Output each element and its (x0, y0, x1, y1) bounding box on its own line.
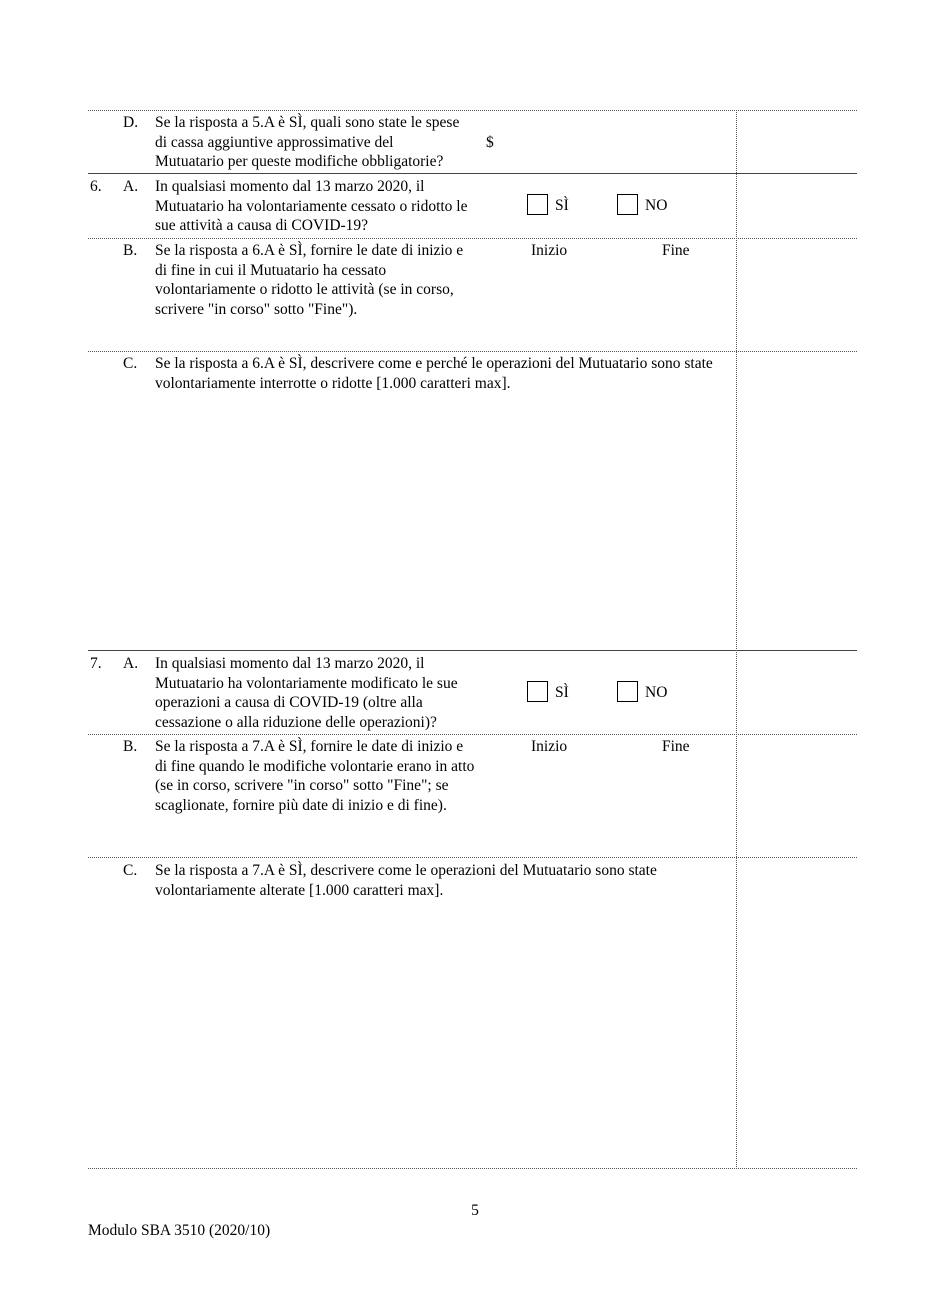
q6a-yes-checkbox[interactable] (527, 194, 548, 215)
q6a-no-checkbox[interactable] (617, 194, 638, 215)
question-7b-text: Se la risposta a 7.A è SÌ, fornire le date di inizio e di fine quando le modifiche volontarie erano in atto (se in corso, scrivere "in corso" sotto "Fine"; se scaglionate, fornire più date di inizio e di fine). (155, 738, 475, 814)
end-date-label: Fine (662, 242, 690, 259)
q6a-yes-label: SÌ (555, 197, 569, 214)
currency-symbol: $ (486, 134, 494, 151)
item-letter: C. (123, 355, 138, 372)
q7c-description-field[interactable] (155, 907, 725, 1157)
page-number: 5 (471, 1202, 479, 1219)
item-letter: C. (123, 862, 138, 879)
start-date-label: Inizio (531, 242, 568, 259)
item-letter: A. (123, 178, 139, 195)
q7a-no-checkbox[interactable] (617, 681, 638, 702)
item-letter: B. (123, 242, 138, 259)
row-divider (88, 238, 857, 239)
q6b-start-date-field[interactable] (505, 264, 605, 286)
q7b-end-date-field[interactable] (625, 760, 730, 782)
section-divider (88, 173, 857, 174)
question-number: 7. (90, 655, 102, 672)
item-letter: B. (123, 738, 138, 755)
q6c-description-field[interactable] (155, 400, 725, 640)
q6a-no-label: NO (645, 197, 668, 214)
q7b-start-date-field[interactable] (505, 760, 605, 782)
row-divider (88, 857, 857, 858)
q7a-yes-checkbox[interactable] (527, 681, 548, 702)
question-5d-text: Se la risposta a 5.A è SÌ, quali sono state le spese di cassa aggiuntive approssimative del Mutuatario per queste modifiche obbligatorie? (155, 114, 460, 170)
expense-amount-field[interactable] (500, 130, 725, 152)
end-date-label: Fine (662, 738, 690, 755)
question-6a-text: In qualsiasi momento dal 13 marzo 2020, il Mutuatario ha volontariamente cessato o ridotto le sue attività a causa di COVID-19? (155, 178, 468, 234)
q6b-end-date-field[interactable] (625, 264, 730, 286)
right-column-divider (736, 110, 737, 1169)
row-divider (88, 1168, 857, 1169)
item-letter: D. (123, 114, 139, 131)
q7a-yes-label: SÌ (555, 684, 569, 701)
question-6c-text: Se la risposta a 6.A è SÌ, descrivere come e perché le operazioni del Mutuatario sono state volontariamente interrotte o ridotte [1.000 caratteri max]. (155, 355, 713, 392)
row-divider (88, 110, 857, 111)
form-identifier: Modulo SBA 3510 (2020/10) (88, 1222, 271, 1239)
section-divider (88, 650, 857, 651)
row-divider (88, 734, 857, 735)
question-6b-text: Se la risposta a 6.A è SÌ, fornire le date di inizio e di fine in cui il Mutuatario ha cessato volontariamente o ridotto le attività (se in corso, scrivere "in corso" sotto "Fine"). (155, 242, 464, 318)
question-number: 6. (90, 178, 102, 195)
start-date-label: Inizio (531, 738, 568, 755)
item-letter: A. (123, 655, 139, 672)
question-7a-text: In qualsiasi momento dal 13 marzo 2020, il Mutuatario ha volontariamente modificato le sue operazioni a causa di COVID-19 (oltre alla cessazione o alla riduzione delle operazioni)? (155, 655, 458, 731)
question-7c-text: Se la risposta a 7.A è SÌ, descrivere come le operazioni del Mutuatario sono state volontariamente alterate [1.000 caratteri max]. (155, 862, 657, 899)
q7a-no-label: NO (645, 684, 668, 701)
row-divider (88, 351, 857, 352)
